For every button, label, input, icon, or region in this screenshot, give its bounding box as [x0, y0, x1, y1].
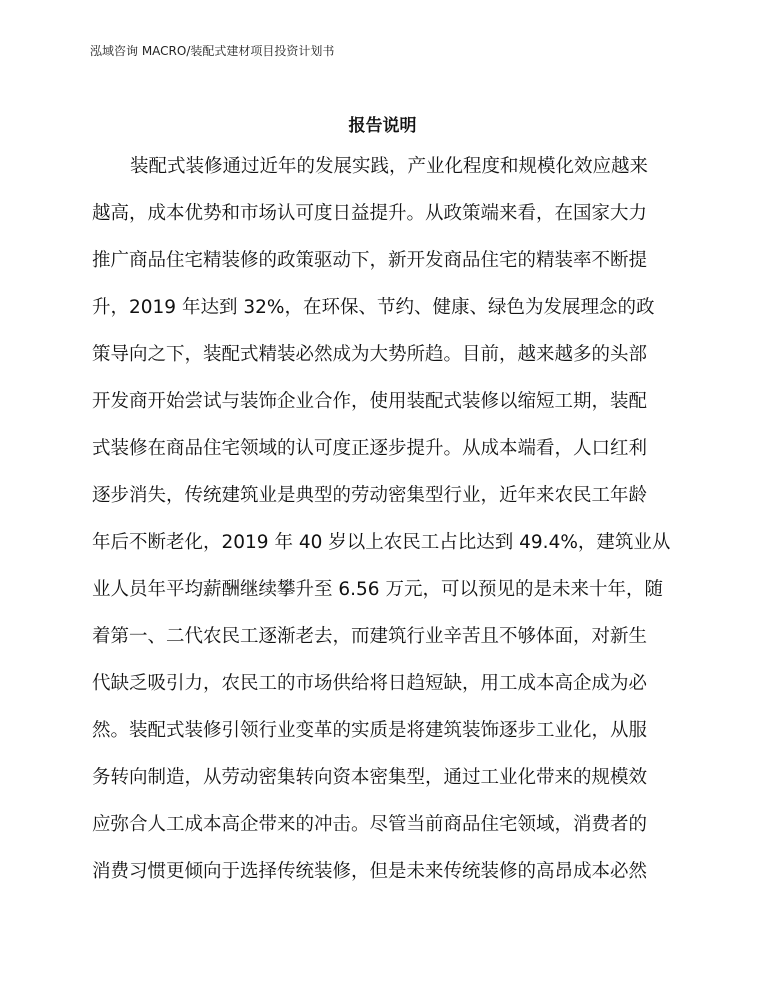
paragraph-line: 逐步消失，传统建筑业是典型的劳动密集型行业，近年来农民工年龄	[92, 485, 648, 506]
paragraph-line: 推广商品住宅精装修的政策驱动下，新开发商品住宅的精装率不断提	[92, 250, 648, 271]
paragraph-line: 开发商开始尝试与装饰企业合作，使用装配式装修以缩短工期，装配	[92, 391, 648, 412]
paragraph-line: 务转向制造，从劳动密集转向资本密集型，通过工业化带来的规模效	[92, 767, 648, 788]
paragraph-line: 装配式装修通过近年的发展实践，产业化程度和规模化效应越来	[130, 156, 649, 177]
section-title: 报告说明	[348, 116, 417, 136]
paragraph-line: 着第一、二代农民工逐渐老去，而建筑行业辛苦且不够体面，对新生	[92, 626, 648, 647]
running-header: 泓域咨询 MACRO/装配式建材项目投资计划书	[90, 44, 335, 58]
paragraph-line: 式装修在商品住宅领域的认可度正逐步提升。从成本端看，人口红利	[92, 438, 648, 459]
paragraph-line: 消费习惯更倾向于选择传统装修，但是未来传统装修的高昂成本必然	[92, 861, 648, 882]
paragraph-line: 然。装配式装修引领行业变革的实质是将建筑装饰逐步工业化，从服	[92, 720, 648, 741]
paragraph-line: 年后不断老化，2019 年 40 岁以上农民工占比达到 49.4%，建筑业从	[92, 532, 671, 553]
paragraph-line: 应弥合人工成本高企带来的冲击。尽管当前商品住宅领域，消费者的	[92, 814, 648, 835]
paragraph-line: 策导向之下，装配式精装必然成为大势所趋。目前，越来越多的头部	[92, 344, 648, 365]
paragraph-line: 越高，成本优势和市场认可度日益提升。从政策端来看，在国家大力	[92, 203, 648, 224]
paragraph-line: 代缺乏吸引力，农民工的市场供给将日趋短缺，用工成本高企成为必	[92, 673, 648, 694]
paragraph-line: 升，2019 年达到 32%，在环保、节约、健康、绿色为发展理念的政	[92, 297, 655, 318]
paragraph-line: 业人员年平均薪酬继续攀升至 6.56 万元，可以预见的是未来十年，随	[92, 579, 663, 600]
